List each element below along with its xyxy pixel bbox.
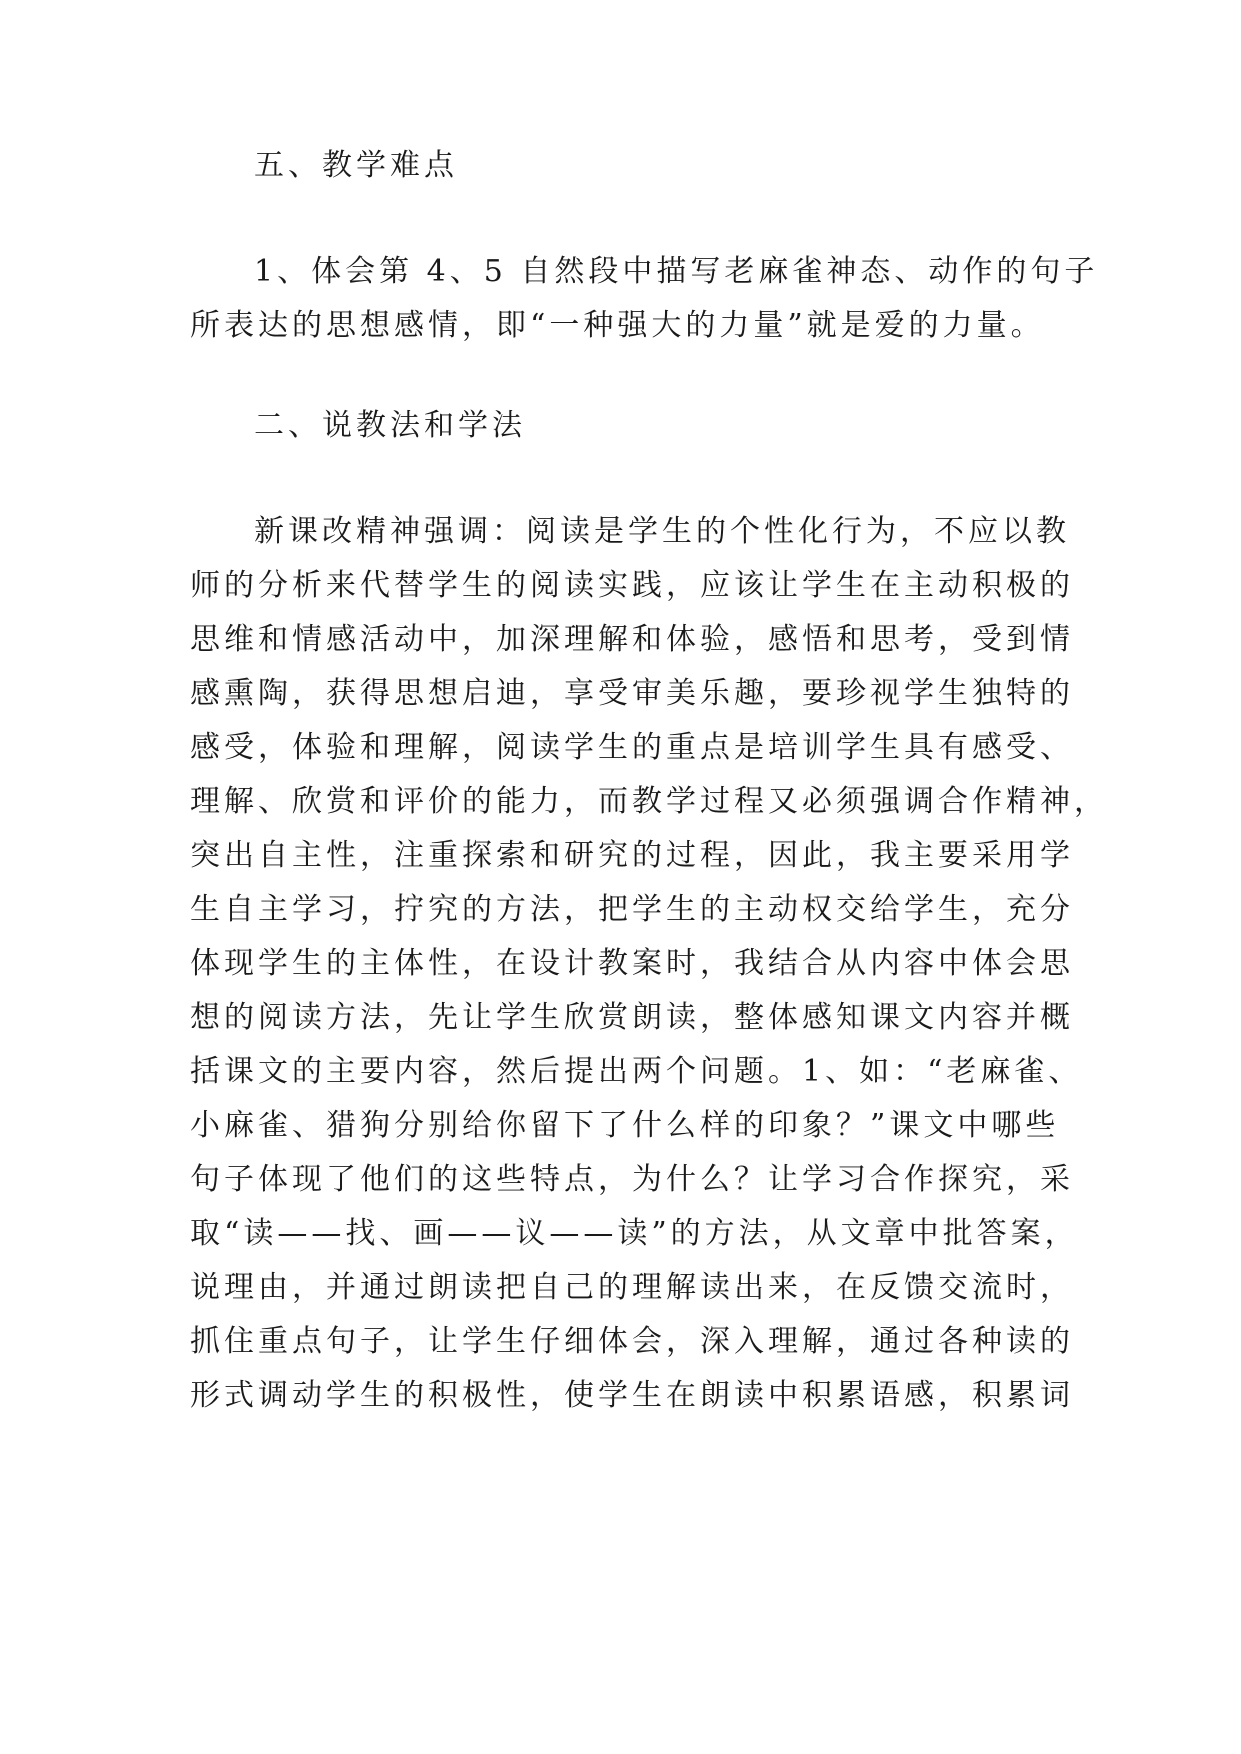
paragraph-line: 形式调动学生的积极性，使学生在朗读中积累语感，积累词 <box>190 1378 1074 1413</box>
paragraph-line: 所表达的思想感情，即“一种强大的力量”就是爱的力量。 <box>190 308 1045 343</box>
section-heading-teaching-difficulties: 五、教学难点 <box>254 148 458 183</box>
paragraph-line: 突出自主性，注重探索和研究的过程，因此，我主要采用学 <box>190 838 1074 873</box>
paragraph-line: 感受，体验和理解，阅读学生的重点是培训学生具有感受、 <box>190 730 1074 765</box>
paragraph-line: 1、体会第 4、5 自然段中描写老麻雀神态、动作的句子 <box>254 254 1099 289</box>
paragraph-line: 句子体现了他们的这些特点，为什么？让学习合作探究，采 <box>190 1162 1074 1197</box>
paragraph-line: 新课改精神强调：阅读是学生的个性化行为，不应以教 <box>254 514 1070 549</box>
paragraph-line: 括课文的主要内容，然后提出两个问题。1、如：“老麻雀、 <box>190 1054 1083 1089</box>
paragraph-line: 感熏陶，获得思想启迪，享受审美乐趣，要珍视学生独特的 <box>190 676 1074 711</box>
paragraph-line: 想的阅读方法，先让学生欣赏朗读，整体感知课文内容并概 <box>190 1000 1074 1035</box>
paragraph-line: 说理由，并通过朗读把自己的理解读出来，在反馈交流时， <box>190 1270 1074 1305</box>
paragraph-line: 小麻雀、猎狗分别给你留下了什么样的印象？”课文中哪些 <box>190 1108 1060 1143</box>
paragraph-line: 生自主学习，拧究的方法，把学生的主动权交给学生，充分 <box>190 892 1074 927</box>
section-heading-teaching-methods: 二、说教法和学法 <box>254 408 526 443</box>
paragraph-line: 取“读——找、画——议——读”的方法，从文章中批答案， <box>190 1216 1079 1251</box>
paragraph-line: 师的分析来代替学生的阅读实践，应该让学生在主动积极的 <box>190 568 1074 603</box>
paragraph-line: 思维和情感活动中，加深理解和体验，感悟和思考，受到情 <box>190 622 1074 657</box>
paragraph-line: 理解、欣赏和评价的能力，而教学过程又必须强调合作精神， <box>190 784 1108 819</box>
paragraph-line: 抓住重点句子，让学生仔细体会，深入理解，通过各种读的 <box>190 1324 1074 1359</box>
paragraph-line: 体现学生的主体性，在设计教案时，我结合从内容中体会思 <box>190 946 1074 981</box>
